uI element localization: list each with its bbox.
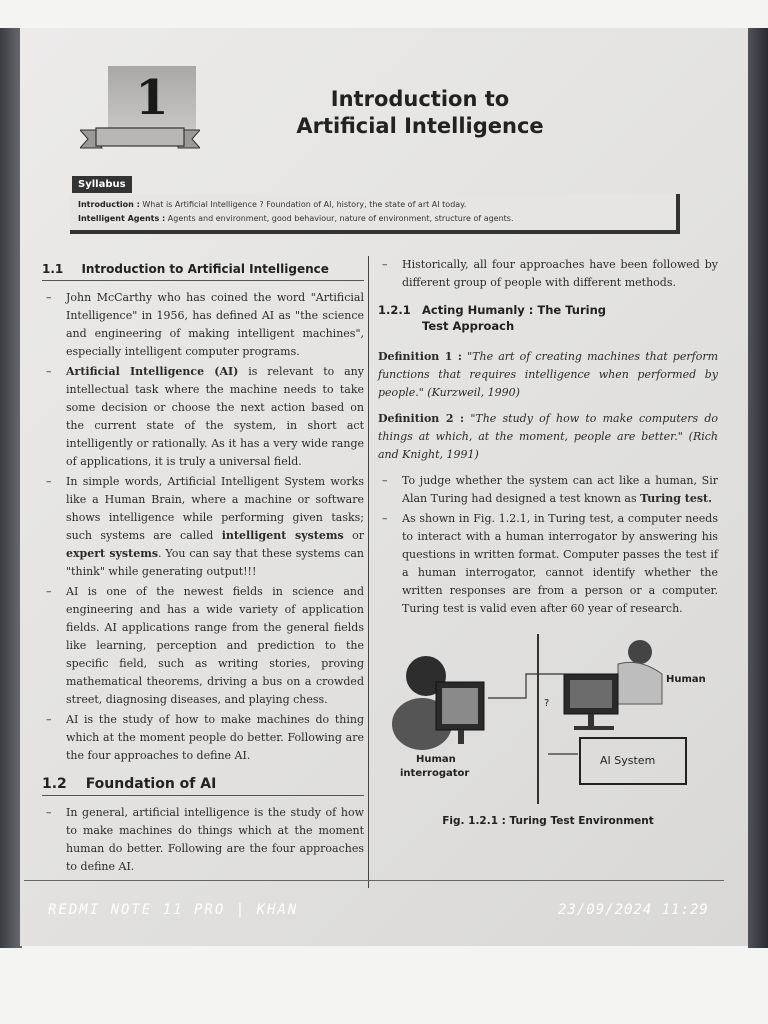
syllabus-line2-text: Agents and environment, good behaviour, nature of environment, structure of agents. bbox=[167, 214, 514, 223]
human-interrogator-icon bbox=[392, 656, 484, 750]
list-item: – AI is one of the newest fields in science and engineering and has a wide variety of application fields. AI applications range from the general fields like learning, perception and prediction to the specific field, such as writing stories, proving mathematical theorems, driving a bus on a crowded street, diagnosing diseases, and playing chess. bbox=[46, 585, 364, 706]
definition-1 bbox=[378, 348, 718, 402]
list-item: – AI is the study of how to make machines do thing which at the moment people do better. Following are the four approaches to define AI. bbox=[46, 713, 364, 762]
bullet-text: In general, artificial intelligence is the study of how to make machines do things which at the moment human do better. Following are the four approaches to define AI. bbox=[66, 806, 364, 873]
definition-2 bbox=[378, 410, 718, 464]
syllabus-box bbox=[70, 194, 680, 234]
list-item: – John McCarthy who has coined the word "Artificial Intelligence" in 1956, has defined AI as "the science and engineering of making intelligent machines", especially intelligent computer programs. bbox=[46, 291, 364, 358]
list-item: – In simple words, Artificial Intelligent System works like a Human Brain, where a machine or software shows intelligence while performing given tasks; such systems are called intelligent systems or expert systems. You can say that these systems can "think" while generating output!!! bbox=[46, 475, 364, 578]
syllabus-line-1 bbox=[78, 198, 670, 212]
bullet-bold: Artificial Intelligence (AI) bbox=[66, 365, 239, 378]
section-1-1-heading bbox=[42, 260, 364, 281]
chapter-number-box bbox=[108, 66, 196, 134]
column-divider bbox=[368, 256, 369, 888]
footer-rule bbox=[24, 880, 724, 881]
label-interrogator-1: Human bbox=[416, 754, 456, 765]
syllabus-line-2 bbox=[78, 212, 670, 226]
bullet-text: is relevant to any intellectual task where the machine needs to take some decision or choose the next action based on the current state of the system, in short act intelligently or rationally. As it has a very wide range of applications, it is truly a universal field. bbox=[66, 365, 364, 468]
syllabus-line1-label: Introduction : bbox=[78, 200, 140, 209]
right-column bbox=[378, 256, 719, 827]
section-number: 1.2 bbox=[42, 776, 67, 792]
bullet-text: . You can say that these systems can "think" while generating output!!! bbox=[66, 547, 364, 578]
camera-watermark-device: REDMI NOTE 11 PRO | KHAN bbox=[48, 902, 299, 918]
subsection-number: 1.2.1 bbox=[378, 303, 411, 317]
section-title: Foundation of AI bbox=[85, 776, 217, 792]
bullet-text: or bbox=[343, 529, 364, 542]
bullet-text: In simple words, Artificial Intelligent System works like a Human Brain, where a machine or software shows intelligence while performing given tasks; such systems are called bbox=[66, 475, 364, 542]
turing-test-figure bbox=[378, 634, 718, 827]
bullet-text: To judge whether the system can act like a human, Sir Alan Turing had designed a test known as bbox=[402, 474, 718, 505]
syllabus-tag: Syllabus bbox=[72, 176, 132, 193]
bullet-text: John McCarthy who has coined the word "Artificial Intelligence" in 1956, has defined AI as "the science and engineering of making intelligent machines", especially intelligent computer programs. bbox=[66, 291, 364, 358]
chapter-title-line1: Introduction to bbox=[330, 87, 510, 111]
question-mark: ? bbox=[544, 698, 550, 709]
label-interrogator-2: interrogator bbox=[400, 768, 470, 779]
label-ai-system: AI System bbox=[600, 754, 656, 767]
chapter-title bbox=[260, 86, 580, 140]
label-human: Human bbox=[666, 674, 706, 685]
list-item: – As shown in Fig. 1.2.1, in Turing test, a computer needs to interact with a human interrogator by answering his questions in written format. Computer passes the test if a human interrogator, cannot identify whether the written responses are from a person or a computer. Turing test is valid even after 60 year of research. bbox=[382, 512, 718, 615]
definition-text: "The art of creating machines that perform functions that requires intelligence when performed by people." (Kurzweil, 1990) bbox=[378, 350, 719, 399]
list-item: – To judge whether the system can act like a human, Sir Alan Turing had designed a test known as Turing test. bbox=[382, 474, 718, 505]
chapter-number: 1 bbox=[135, 70, 169, 126]
left-shadow bbox=[0, 28, 22, 948]
bullet-bold: Turing test. bbox=[640, 492, 712, 505]
subsection-1-2-1-heading bbox=[378, 302, 718, 334]
syllabus-line1-text: What is Artificial Intelligence ? Foundation of AI, history, the state of art AI today. bbox=[142, 200, 467, 209]
bullet-text: Historically, all four approaches have been followed by different group of people with different methods. bbox=[402, 258, 718, 289]
bullet-text: As shown in Fig. 1.2.1, in Turing test, a computer needs to interact with a human interrogator by answering his questions in written format. Computer passes the test if a human interrogator, cannot identify whether the written responses are from a person or a computer. Turing test is valid even after 60 year of research. bbox=[402, 512, 718, 615]
list-item: – Historically, all four approaches have been followed by different group of people with different methods. bbox=[382, 258, 718, 289]
definition-label: Definition 1 : bbox=[378, 350, 462, 363]
bullet-bold: expert systems bbox=[66, 547, 159, 560]
syllabus-line2-label: Intelligent Agents : bbox=[78, 214, 166, 223]
subsection-title-line1: Acting Humanly : The Turing bbox=[422, 303, 606, 317]
section-1-2-heading bbox=[42, 775, 364, 796]
camera-watermark-datetime: 23/09/2024 11:29 bbox=[558, 902, 709, 918]
chapter-title-line2: Artificial Intelligence bbox=[296, 114, 544, 138]
figure-caption: Fig. 1.2.1 : Turing Test Environment bbox=[442, 815, 654, 827]
right-shadow bbox=[748, 28, 768, 948]
turing-test-diagram bbox=[378, 634, 718, 804]
definition-label: Definition 2 : bbox=[378, 412, 465, 425]
ribbon-icon bbox=[80, 126, 200, 152]
human-computer-icon bbox=[564, 640, 662, 730]
book-page bbox=[20, 28, 748, 946]
definition-text: "The study of how to make computers do things at which, at the moment, people are better." (Rich and Knight, 1991) bbox=[378, 412, 719, 461]
list-item: – In general, artificial intelligence is the study of how to make machines do things which at the moment human do better. Following are the four approaches to define AI. bbox=[46, 806, 364, 873]
section-title: Introduction to Artificial Intelligence bbox=[81, 262, 329, 276]
section-number: 1.1 bbox=[42, 262, 64, 276]
bullet-bold: intelligent systems bbox=[221, 529, 344, 542]
bullet-text: AI is the study of how to make machines do thing which at the moment people do better. Following are the four approaches to define AI. bbox=[66, 713, 364, 762]
list-item: – Artificial Intelligence (AI) is relevant to any intellectual task where the machine needs to take some decision or choose the next action based on the current state of the system, in short act intelligently or rationally. As it has a very wide range of applications, it is truly a universal field. bbox=[46, 365, 364, 468]
left-column bbox=[42, 256, 364, 878]
subsection-title-line2: Test Approach bbox=[422, 319, 515, 333]
bullet-text: AI is one of the newest fields in science and engineering and has a wide variety of application fields. AI applications range from the general fields like learning, perception and prediction to the specific field, such as writing stories, proving mathematical theorems, driving a bus on a crowded street, diagnosing diseases, and playing chess. bbox=[66, 585, 364, 706]
